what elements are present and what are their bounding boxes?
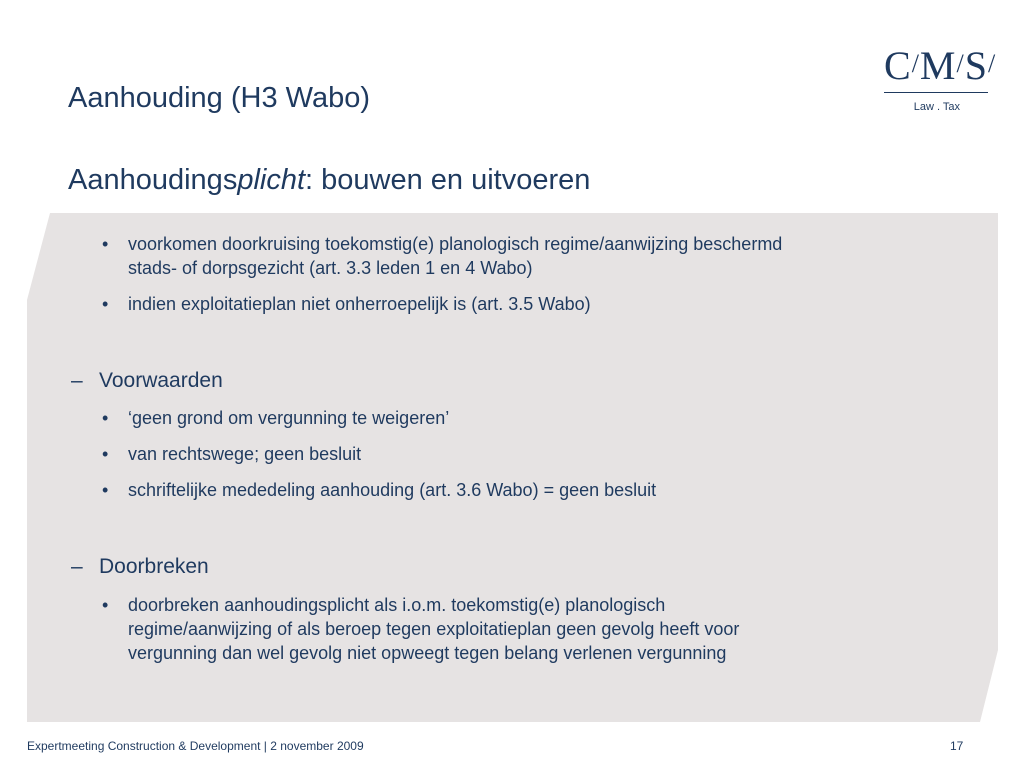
page-number: 17 xyxy=(950,739,964,753)
logo-tagline: Law . Tax xyxy=(913,101,960,113)
logo-slash: / xyxy=(911,49,920,78)
subtitle-italic: plicht xyxy=(237,164,306,196)
logo-letter-c: C xyxy=(884,43,912,88)
bullet-mark: • xyxy=(102,444,109,464)
subtitle-suffix: : bouwen en uitvoeren xyxy=(305,164,591,196)
section-label: Voorwaarden xyxy=(99,369,223,392)
section-label: Doorbreken xyxy=(99,555,209,578)
bullet-mark: • xyxy=(102,294,109,314)
dash-mark: – xyxy=(71,369,83,392)
bullet-line: ‘geen grond om vergunning te weigeren’ xyxy=(128,408,450,428)
footer-text: Expertmeeting Construction & Development | 2 november 2009 xyxy=(27,739,364,753)
bullet-item xyxy=(102,442,988,466)
logo-slash: / xyxy=(987,49,997,78)
bullet-item xyxy=(102,292,988,316)
bullet-line: regime/aanwijzing of als beroep tegen exploitatieplan geen gevolg heeft voor xyxy=(128,619,740,639)
logo-slash: / xyxy=(956,49,965,78)
bullet-item xyxy=(102,406,988,430)
bullet-mark: • xyxy=(102,408,109,428)
bullet-line: stads- of dorpsgezicht (art. 3.3 leden 1 en 4 Wabo) xyxy=(128,258,533,278)
bullet-line: voorkomen doorkruising toekomstig(e) planologisch regime/aanwijzing beschermd xyxy=(128,234,783,254)
section-heading-voorwaarden xyxy=(71,367,223,395)
bullet-line: schriftelijke mededeling aanhouding (art. 3.6 Wabo) = geen besluit xyxy=(128,480,657,500)
bullet-line: doorbreken aanhoudingsplicht als i.o.m. toekomstig(e) planologisch xyxy=(128,595,666,615)
dash-mark: – xyxy=(71,555,83,578)
bullet-item xyxy=(102,232,988,280)
logo-letter-m: M xyxy=(919,43,957,88)
subtitle-prefix: Aanhoudings xyxy=(68,164,238,196)
bullet-mark: • xyxy=(102,234,109,254)
bullet-line: indien exploitatieplan niet onherroepelijk is (art. 3.5 Wabo) xyxy=(128,294,591,314)
bullet-mark: • xyxy=(102,595,109,615)
section-heading-doorbreken xyxy=(71,553,209,581)
bullet-mark: • xyxy=(102,480,109,500)
bullet-item xyxy=(102,593,988,665)
bullet-item xyxy=(102,478,988,502)
bullet-line: van rechtswege; geen besluit xyxy=(128,444,362,464)
logo-letter-s: S xyxy=(964,43,988,88)
slide-title: Aanhouding (H3 Wabo) xyxy=(68,82,370,114)
bullet-line: vergunning dan wel gevolg niet opweegt tegen belang verlenen vergunning xyxy=(128,643,727,663)
